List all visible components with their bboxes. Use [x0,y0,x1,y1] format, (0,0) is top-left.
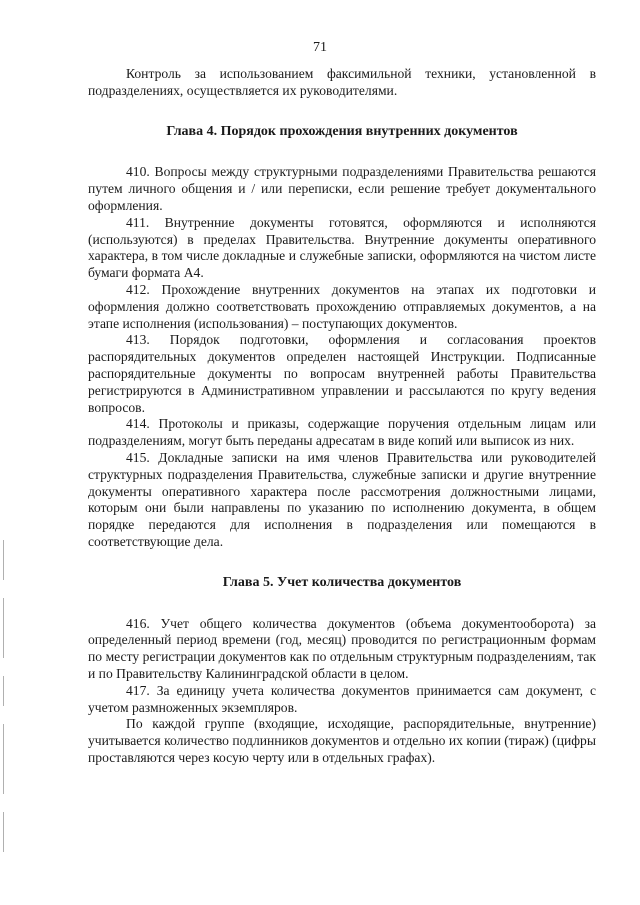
paragraph-417: 417. За единицу учета количества документов принимается сам документ, с учетом размноженных экземпляров. [88,682,596,715]
chapter-4-section [88,164,596,550]
paragraph-417-continued: По каждой группе (входящие, исходящие, распорядительные, внутренние) учитывается количество подлинников документов и отдельно их копии (тираж) (цифры проставляются через косую черту или в отдельных графах). [88,716,596,765]
document-body [88,66,596,767]
intro-paragraph: Контроль за использованием факсимильной техники, установленной в подразделениях, осуществляется их руководителями. [88,66,596,98]
paragraph-410: 410. Вопросы между структурными подразделениями Правительства решаются путем личного общения и / или переписки, если решение требует документального оформления. [88,164,596,213]
paragraph-414: 414. Протоколы и приказы, содержащие поручения отдельным лицам или подразделениям, могут быть переданы адресатам в виде копий или выписок из них. [88,416,596,449]
paragraph-413: 413. Порядок подготовки, оформления и согласования проектов распорядительных документов определен настоящей Инструкции. Подписанные распорядительные документы по вопросам внутренней работы Правительства регистрируются в Административном управлении и рассылаются по кругу ведения вопросов. [88,332,596,415]
paragraph-416: 416. Учет общего количества документов (объема документооборота) за определенный период времени (год, месяц) проводится по регистрационным формам по месту регистрации документов как по отдельным структурным подразделениям, так и по Правительству Калининградской области в целом. [88,615,596,681]
chapter-5-heading: Глава 5. Учет количества документов [222,574,462,590]
paragraph-411: 411. Внутренние документы готовятся, оформляются и исполняются (используются) в пределах Правительства. Внутренние документы оперативного характера, в том числе докладные и служебные записки, оформляются на чистом листе бумаги формата А4. [88,214,596,281]
chapter-4-heading: Глава 4. Порядок прохождения внутренних документов [166,123,518,139]
scan-edge-marks [3,540,5,870]
paragraph-415: 415. Докладные записки на имя членов Правительства или руководителей структурных подразделения Правительства, служебные записки и другие внутренние документы оперативного характера после рассмотрения должностными лицами, которым они были направлены по указанию по исполнению документа, в общем порядке передаются для исполнения в подразделения или помещаются в соответствующие дела. [88,449,596,549]
chapter-5-section [88,616,596,767]
page-number: 71 [313,40,327,55]
paragraph-412: 412. Прохождение внутренних документов на этапах их подготовки и оформления должно соответствовать прохождению отправляемых документов, а на этапе исполнения (использования) – поступающих документов. [88,281,596,331]
